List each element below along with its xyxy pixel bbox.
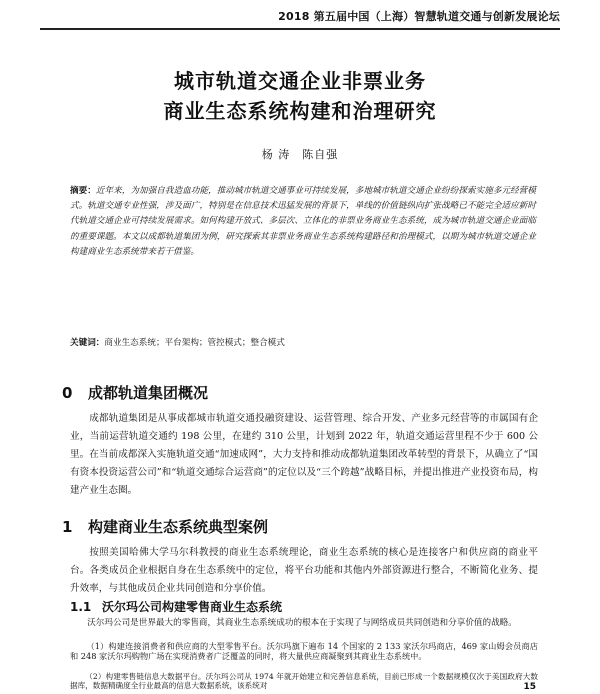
section-0-number: 0 — [62, 384, 73, 402]
running-header: 2018 第五届中国（上海）智慧轨道交通与创新发展论坛 — [40, 6, 560, 30]
section-1-number: 1 — [62, 518, 73, 536]
keywords-text: 商业生态系统；平台架构；管控模式；整合模式 — [104, 338, 285, 348]
keywords-label: 关键词： — [70, 338, 105, 348]
section-0-title: 成都轨道集团概况 — [88, 384, 209, 402]
subsection-1-1-number: 1.1 — [70, 600, 92, 614]
subsection-1-1-paragraph-1: 沃尔玛公司是世界最大的零售商，其商业生态系统成功的根本在于实现了与网络成员共同创造和分享价值的战略。 — [87, 618, 517, 628]
subsection-1-1-title: 沃尔玛公司构建零售商业生态系统 — [102, 600, 283, 614]
abstract-label: 摘要： — [70, 186, 96, 196]
title-line-1: 城市轨道交通企业非票业务 — [174, 69, 426, 93]
section-1-heading — [62, 516, 560, 538]
subsection-1-1-paragraph-3: （2）构建零售链信息大数据平台。沃尔玛公司从 1974 年就开始建立和完善信息系统，目前已形成一个数据规模仅次于美国政府大数据库，数据精确度全行业最高的信息大数据系统，该系统对 — [70, 672, 538, 690]
paper-title — [0, 66, 600, 126]
authors: 杨 涛 陈自强 — [261, 148, 339, 161]
keywords — [70, 336, 536, 350]
subsection-1-1-heading — [70, 598, 560, 616]
abstract-text: 近年来，为加强自我造血功能，推动城市轨道交通事业可持续发展，多地城市轨道交通企业纷纷探索实施多元经营模式。轨道交通专业性强，涉及面广，特别是在信息技术迅猛发展的背景下，单线的价值链纵向扩张战略已不能完全适应新时代轨道交通企业可持续发展需求。如何构建开放式、多层次、立体化的非票业务商业生态系统，成为城市轨道交通企业面临的重要课题。本文以成都轨道集团为例，研究探索其非票业务商业生态系统构建路径和治理模式，以期为城市轨道交通企业构建商业生态系统带来若干借鉴。 — [70, 186, 536, 257]
section-1-paragraph: 按照美国哈佛大学马尔科教授的商业生态系统理论，商业生态系统的核心是连接客户和供应商的商业平台。各类成员企业根据自身在生态系统中的定位，将平台功能和其他内外部资源进行整合，不断简化业务、提升效率，与其他成员企业共同创造和分享价值。 — [70, 547, 538, 594]
title-line-2: 商业生态系统构建和治理研究 — [163, 99, 437, 123]
page-number: 15 — [523, 682, 536, 692]
section-1-title: 构建商业生态系统典型案例 — [88, 518, 269, 536]
abstract — [70, 184, 536, 260]
subsection-1-1-paragraph-2: （1）构建连接消费者和供应商的大型零售平台。沃尔玛旗下遍布 14 个国家的 2 133 家沃尔玛商店，469 家山姆会员商店和 248 家沃尔玛购物广场在实现消费者广泛覆盖的同时，将大量供应商凝聚到其商业生态系统中。 — [70, 641, 538, 661]
section-0-heading — [62, 382, 560, 404]
section-0-paragraph: 成都轨道集团是从事成都城市轨道交通投融资建设、运营管理、综合开发、产业多元经营等的市属国有企业，当前运营轨道交通约 198 公里，在建约 310 公里，计划到 2022 年，轨道交通运营里程不少于 600 公里。在当前成都深入实施轨道交通“加速成网”，大力支持和推动成都轨道集团改革转型的背景下，从确立了“国有资本投资运营公司”和“轨道交通综合运营商”的定位以及“三个跨越”战略目标，并提出推进产业投资布局，构建产业生态圈。 — [70, 413, 538, 496]
